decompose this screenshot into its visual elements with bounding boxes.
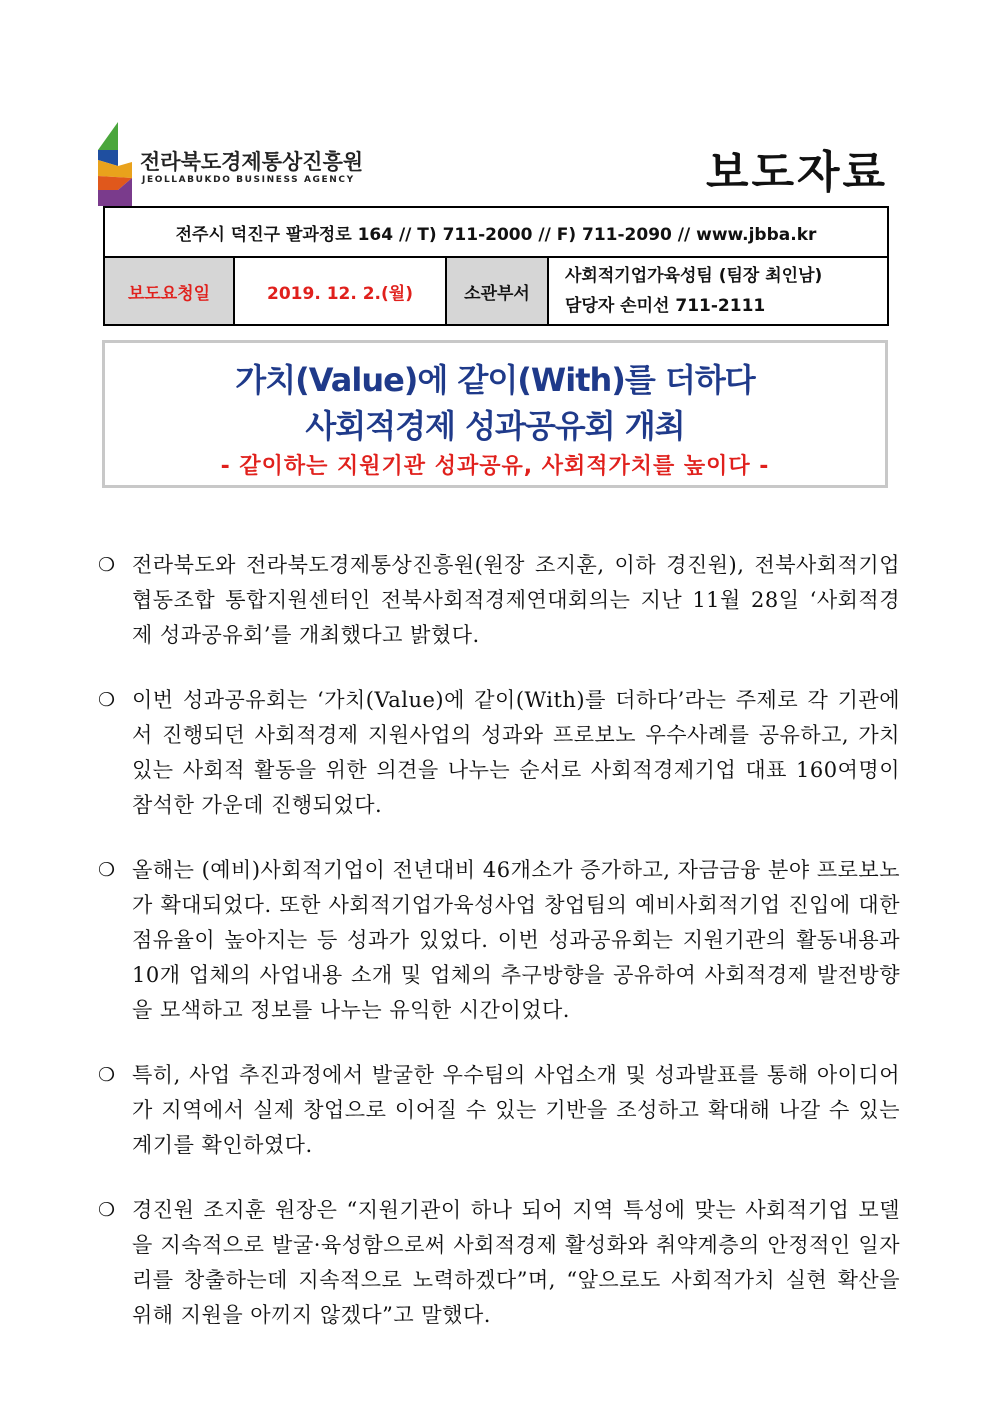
paragraph-text: 전라북도와 전라북도경제통상진흥원(원장 조지훈, 이하 경진원), 전북사회적기업 협동조합 통합지원센터인 전북사회적경제연대회의는 지난 11월 28일 ‘사회적경제 성과공유회’를 개최했다고 밝혔다. [132, 553, 900, 647]
circle-bullet-icon: ❍ [98, 859, 116, 881]
headline-subtitle: - 같이하는 지원기관 성과공유, 사회적가치를 높이다 - [220, 454, 770, 479]
contact-person: 담당자 손미선 711-2111 [565, 296, 766, 316]
request-date-label: 보도요청일 [104, 257, 234, 325]
org-name-ko: 전라북도경제통상진흥원 [140, 150, 364, 174]
dept-name: 사회적기업가육성팀 (팀장 최인남) [565, 266, 823, 286]
headline-title-line2: 사회적경제 성과공유회 개최 [305, 407, 685, 445]
headline-title-line1: 가치(Value)에 같이(With)를 더하다 [235, 361, 755, 399]
circle-bullet-icon: ❍ [98, 1064, 116, 1086]
headline-box [102, 340, 888, 488]
paragraph-text: 특히, 사업 추진과정에서 발굴한 우수팀의 사업소개 및 성과발표를 통해 아이디어가 지역에서 실제 창업으로 이어질 수 있는 기반을 조성하고 확대해 나갈 수 있는 계기를 확인하였다. [132, 1063, 900, 1157]
paragraph [94, 1193, 900, 1333]
circle-bullet-icon: ❍ [98, 554, 116, 576]
paragraph [94, 683, 900, 823]
org-name-en: JEOLLABUKDO BUSINESS AGENCY [142, 175, 355, 185]
paragraph [94, 1058, 900, 1163]
paragraph-text: 올해는 (예비)사회적기업이 전년대비 46개소가 증가하고, 자금금융 분야 프로보노가 확대되었다. 또한 사회적기업가육성사업 창업팀의 예비사회적기업 진입에 대한 점유율이 높아지는 등 성과가 있었다. 이번 성과공유회는 지원기관의 활동내용과 10개 업체의 사업내용 소개 및 업체의 추구방향을 공유하여 사회적경제 발전방향을 모색하고 정보를 나누는 유익한 시간이었다. [132, 858, 900, 1022]
request-date: 2019. 12. 2.(월) [234, 257, 446, 325]
dept-cell [548, 257, 888, 325]
paragraph-text: 이번 성과공유회는 ‘가치(Value)에 같이(With)를 더하다’라는 주제로 각 기관에서 진행되던 사회적경제 지원사업의 성과와 프로보노 우수사례를 공유하고, 가치 있는 사회적 활동을 위한 의견을 나누는 순서로 사회적경제기업 대표 160여명이 참석한 가운데 진행되었다. [132, 688, 900, 817]
dept-label: 소관부서 [446, 257, 548, 325]
paragraph [94, 548, 900, 653]
paragraph [94, 853, 900, 1028]
document-type-title: 보도자료 [705, 147, 888, 198]
org-logo [92, 120, 392, 206]
article-body [94, 548, 900, 1363]
address-line: 전주시 덕진구 팔과정로 164 // T) 711-2000 // F) 711-2090 // www.jbba.kr [104, 207, 888, 257]
circle-bullet-icon: ❍ [98, 689, 116, 711]
info-table [103, 206, 889, 326]
circle-bullet-icon: ❍ [98, 1199, 116, 1221]
paragraph-text: 경진원 조지훈 원장은 “지원기관이 하나 되어 지역 특성에 맞는 사회적기업 모델을 지속적으로 발굴·육성함으로써 사회적경제 활성화와 취약계층의 안정적인 일자리를 창출하는데 지속적으로 노력하겠다”며, “앞으로도 사회적가치 실현 확산을 위해 지원을 아끼지 않겠다”고 말했다. [132, 1198, 900, 1327]
org-logo-icon [92, 120, 138, 206]
